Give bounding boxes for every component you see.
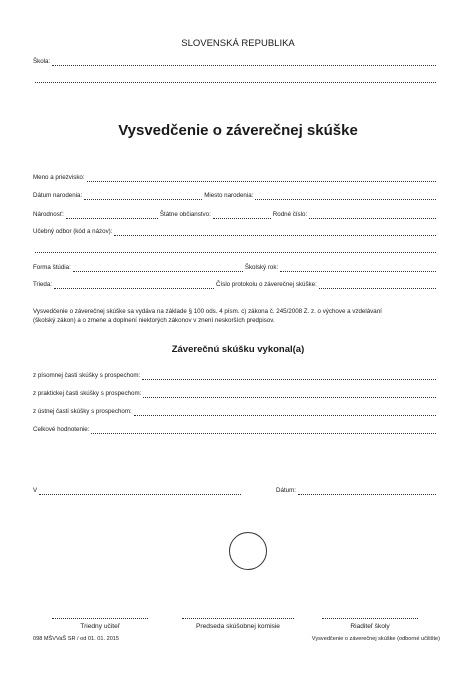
principal-caption: Riaditeľ školy: [350, 623, 390, 630]
oral-field[interactable]: [134, 409, 436, 416]
date-label: Dátum:: [276, 487, 296, 494]
signature-commission-chair: [182, 612, 294, 630]
document-title: Vysvedčenie o záverečnej skúške: [118, 122, 358, 139]
protocol-field[interactable]: [319, 282, 436, 289]
school-row: [33, 58, 438, 66]
legal-note-line2: (školský zákon) a o zmene a doplnení niektorých zákonov v znení neskorších predpisov.: [33, 317, 275, 324]
name-label: Meno a priezvisko:: [33, 174, 85, 181]
practical-label: z praktickej časti skúšky s prospechom:: [33, 390, 142, 397]
commission-chair-caption: Predseda skúšobnej komisie: [196, 623, 280, 630]
birth-place-label: Miesto narodenia:: [204, 192, 254, 199]
class-field[interactable]: [54, 282, 214, 289]
overall-label: Celkové hodnotenie:: [33, 426, 90, 433]
form-code: 098 MŠVVaŠ SR / od 01. 01. 2015: [33, 636, 120, 642]
birth-place-field[interactable]: [255, 193, 436, 200]
school-row-2: [33, 76, 438, 83]
field-row: [33, 228, 438, 236]
school-label: Škola:: [33, 58, 51, 65]
name-field[interactable]: [87, 175, 436, 182]
citizenship-field[interactable]: [213, 212, 271, 219]
signature-line[interactable]: [322, 612, 418, 619]
field-label: Učebný odbor (kód a názov):: [33, 228, 113, 235]
field-row-2: [33, 246, 438, 253]
signature-line[interactable]: [52, 612, 148, 619]
overall-row: [33, 426, 438, 434]
legal-note-line1: Vysvedčenie o záverečnej skúške sa vydáva na základe § 100 ods. 4 písm. c) zákona č. 245/2008 Z. z. o výchove a vzdelávaní: [33, 308, 382, 315]
country-heading: SLOVENSKÁ REPUBLIKA: [181, 38, 295, 49]
class-row: [33, 281, 438, 289]
signature-class-teacher: [52, 612, 148, 630]
written-field[interactable]: [142, 373, 436, 380]
school-year-label: Školský rok:: [244, 264, 279, 271]
place-date-row: [33, 487, 438, 495]
school-field[interactable]: [52, 59, 436, 66]
school-year-field[interactable]: [280, 265, 436, 272]
overall-field[interactable]: [91, 427, 436, 434]
practical-field[interactable]: [143, 391, 436, 398]
place-field[interactable]: [39, 488, 241, 495]
signature-line[interactable]: [182, 612, 294, 619]
study-form-label: Forma štúdia:: [33, 264, 71, 271]
stamp-circle: [229, 532, 267, 570]
nationality-label: Národnosť:: [33, 211, 64, 218]
birth-number-label: Rodné číslo:: [272, 211, 308, 218]
nationality-field[interactable]: [66, 212, 158, 219]
name-row: [33, 174, 438, 182]
date-field[interactable]: [298, 488, 436, 495]
birth-date-field[interactable]: [84, 193, 202, 200]
birth-number-field[interactable]: [309, 212, 436, 219]
birth-date-label: Dátum narodenia:: [33, 192, 83, 199]
written-row: [33, 372, 438, 380]
protocol-label: Číslo protokolu o záverečnej skúške:: [216, 281, 317, 288]
oral-row: [33, 408, 438, 416]
nationality-row: [33, 211, 438, 219]
place-label: V: [33, 487, 38, 494]
citizenship-label: Štátne občianstvo:: [159, 211, 211, 218]
signature-principal: [322, 612, 418, 630]
study-form-field[interactable]: [73, 265, 243, 272]
class-teacher-caption: Triedny učiteľ: [80, 623, 120, 630]
class-label: Trieda:: [33, 281, 53, 288]
study-row: [33, 264, 438, 272]
field-field-2[interactable]: [35, 246, 436, 253]
school-field-2[interactable]: [35, 76, 436, 83]
field-field[interactable]: [114, 229, 436, 236]
written-label: z písomnej časti skúšky s prospechom:: [33, 372, 141, 379]
practical-row: [33, 390, 438, 398]
form-name: Vysvedčenie o záverečnej skúške (odborné učilište): [311, 636, 440, 642]
exam-heading: Záverečnú skúšku vykonal(a): [171, 344, 305, 355]
birth-row: [33, 192, 438, 200]
oral-label: z ústnej časti skúšky s prospechom:: [33, 408, 132, 415]
